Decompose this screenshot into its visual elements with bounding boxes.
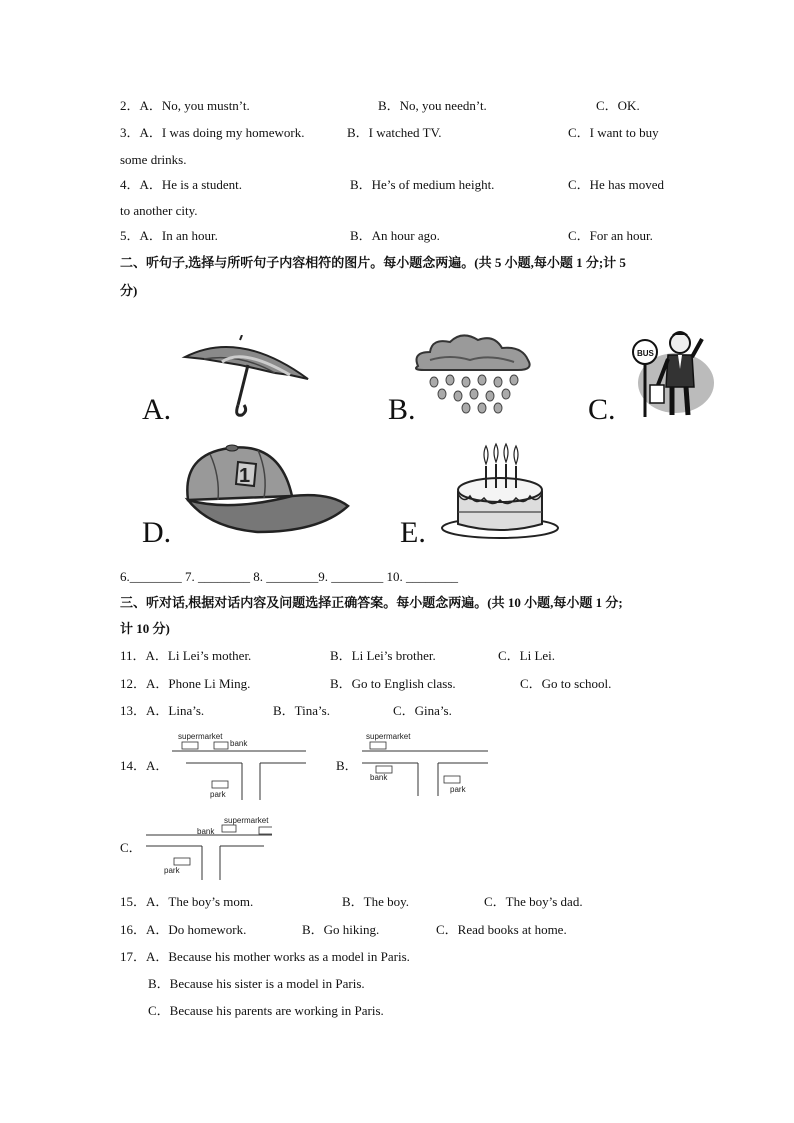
q13-option-b: B．Tina’s. (273, 703, 330, 718)
q15-option-b: B．The boy. (342, 894, 410, 909)
map-c (142, 812, 272, 882)
svg-text:bank: bank (197, 827, 215, 836)
q2-option-c: C．OK. (596, 98, 640, 113)
q3-option-c-cont: some drinks. (120, 152, 187, 167)
q2-option-a: 2．A．No, you mustn’t. (120, 98, 250, 113)
q4-option-a: 4．A．He is a student. (120, 177, 243, 192)
picture-e-letter: E. (400, 516, 426, 549)
q13-option-a: 13．A．Lina’s. (120, 703, 205, 718)
q17-option-c: C．Because his parents are working in Paris. (148, 1003, 384, 1018)
section2-title: 二、听句子,选择与所听句子内容相符的图片。每小题念两遍。(共 5 小题,每小题 1 分;计 5 (120, 255, 626, 270)
q5-option-b: B．An hour ago. (350, 228, 440, 243)
q12-option-a: 12．A．Phone Li Ming. (120, 676, 251, 691)
q3-option-b: B．I watched TV. (347, 125, 442, 140)
q4-option-c-cont: to another city. (120, 203, 198, 218)
map-a (172, 730, 308, 802)
q11-option-b: B．Li Lei’s brother. (330, 648, 436, 663)
q17-option-a: 17．A．Because his mother works as a model in Paris. (120, 949, 410, 964)
q5-option-a: 5．A．In an hour. (120, 228, 218, 243)
svg-text:park: park (210, 790, 226, 799)
baseball-cap-icon (180, 440, 352, 540)
svg-text:supermarket: supermarket (224, 816, 269, 825)
umbrella-icon (180, 335, 315, 420)
q12-option-c: C．Go to school. (520, 676, 612, 691)
q3-option-a: 3．A．I was doing my homework. (120, 125, 305, 140)
section3-title: 三、听对话,根据对话内容及问题选择正确答案。每小题念两遍。(共 10 小题,每小题 1 分; (120, 595, 623, 610)
q4-option-c: C．He has moved (568, 177, 665, 192)
birthday-cake-icon (440, 440, 564, 540)
picture-d-letter: D. (142, 516, 172, 549)
picture-b-letter: B. (388, 393, 416, 426)
q15-option-c: C．The boy’s dad. (484, 894, 583, 909)
man-at-bus-stop-icon (628, 325, 716, 420)
q11-option-c: C．Li Lei. (498, 648, 556, 663)
q12-option-b: B．Go to English class. (330, 676, 456, 691)
q2-option-b: B．No, you needn’t. (378, 98, 487, 113)
picture-c-letter: C. (588, 393, 616, 426)
svg-text:bank: bank (370, 773, 388, 782)
q17-option-b: B．Because his sister is a model in Paris. (148, 976, 365, 991)
q5-option-c: C．For an hour. (568, 228, 653, 243)
svg-text:supermarket: supermarket (366, 732, 411, 741)
svg-text:park: park (450, 785, 466, 794)
picture-a-letter: A. (142, 393, 172, 426)
svg-text:supermarket: supermarket (178, 732, 223, 741)
rain-cloud-icon (410, 330, 535, 415)
q14-option-b: B． (336, 758, 358, 773)
svg-text:bank: bank (230, 739, 248, 748)
q11-option-a: 11．A．Li Lei’s mother. (120, 648, 252, 663)
q16-option-a: 16．A．Do homework. (120, 922, 247, 937)
svg-text:1: 1 (239, 465, 251, 487)
svg-text:BUS: BUS (637, 349, 654, 358)
section3-title-cont: 计 10 分) (120, 621, 170, 636)
q15-option-a: 15．A．The boy’s mom. (120, 894, 254, 909)
q16-option-b: B．Go hiking. (302, 922, 380, 937)
q13-option-c: C．Gina’s. (393, 703, 452, 718)
section2-title-cont: 分) (120, 283, 138, 298)
svg-text:park: park (164, 866, 180, 875)
q14-option-a: 14．A． (120, 758, 169, 773)
q3-option-c: C．I want to buy (568, 125, 659, 140)
q16-option-c: C．Read books at home. (436, 922, 567, 937)
q14-option-c: C． (120, 840, 142, 855)
section2-answer-blanks: 6.________ 7. ________ 8. ________9. ________ 10. ________ (120, 569, 458, 584)
map-b (362, 730, 492, 798)
q4-option-b: B．He’s of medium height. (350, 177, 495, 192)
